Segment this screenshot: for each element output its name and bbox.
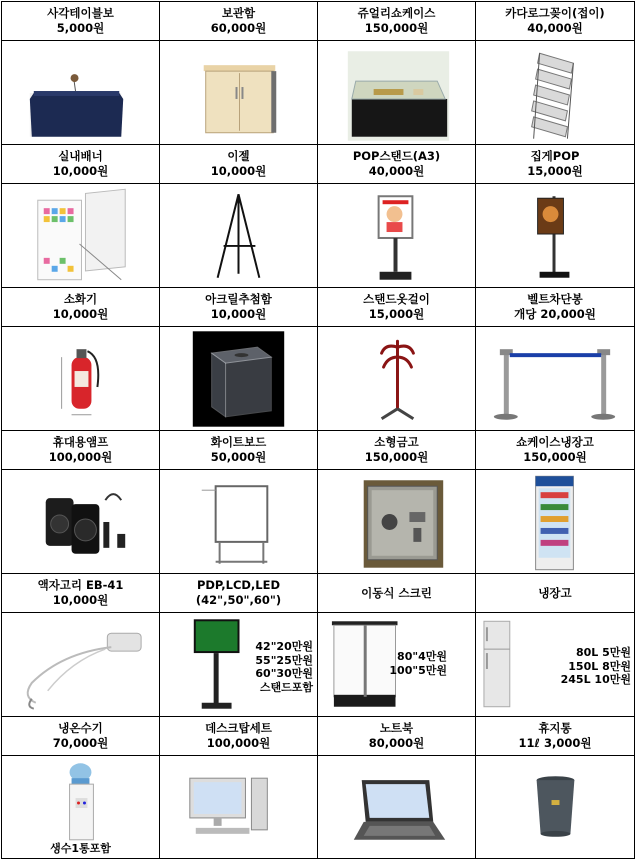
image-row: [2, 613, 635, 717]
item-name: 소형금고: [374, 435, 419, 449]
item-price: 100,000원: [48, 450, 113, 464]
item-caption: 생수1통포함: [50, 842, 111, 855]
item-header: [160, 717, 318, 756]
item-price: 15,000원: [527, 164, 583, 178]
item-image-cell: [2, 41, 160, 145]
item-header: [476, 431, 635, 470]
item-name: 휴지통: [538, 721, 572, 735]
item-image-cell: [476, 613, 635, 717]
item-header: [2, 574, 160, 613]
pop-stand-icon: [318, 184, 475, 287]
item-header: [2, 145, 160, 184]
header-row: [2, 717, 635, 756]
item-image-cell: [476, 327, 635, 431]
item-name: 이젤: [227, 149, 250, 163]
item-image-cell: [318, 184, 476, 288]
item-name: 데스크탑세트: [205, 721, 272, 735]
header-row: [2, 431, 635, 470]
note-line: 스탠드포함: [259, 680, 313, 694]
header-row: [2, 145, 635, 184]
item-name: 액자고리 EB-41: [37, 578, 124, 592]
item-image-cell: [476, 184, 635, 288]
note-line: 100"5만원: [389, 663, 447, 677]
item-name: 카다로그꽂이(접이): [505, 6, 605, 20]
item-price: 100,000원: [206, 736, 271, 750]
item-header: [2, 288, 160, 327]
item-name: PDP,LCD,LED: [196, 578, 281, 592]
price-notes: [255, 640, 313, 694]
item-image-cell: [318, 327, 476, 431]
item-name: 아크릴추첨함: [205, 292, 272, 306]
catalog-rack-icon: [476, 41, 634, 144]
item-price: 10,000원: [52, 593, 109, 607]
item-price: 개당 20,000원: [514, 307, 596, 321]
price-notes: [389, 650, 447, 677]
item-name: 쥬얼리쇼케이스: [357, 6, 436, 20]
item-image-cell: [318, 613, 476, 717]
item-header: [2, 431, 160, 470]
rental-price-table: [1, 1, 635, 859]
item-header: [160, 431, 318, 470]
item-header: [2, 717, 160, 756]
item-header: [318, 431, 476, 470]
table-cloth-icon: [2, 41, 159, 144]
item-name: 소화기: [63, 292, 98, 306]
laptop-icon: [318, 756, 475, 858]
item-price: 10,000원: [210, 307, 267, 321]
item-name: 쇼케이스냉장고: [516, 435, 594, 449]
item-price: 11ℓ 3,000원: [518, 736, 592, 750]
note-line: 80L 5만원: [575, 646, 631, 659]
item-header: [318, 145, 476, 184]
item-price: 40,000원: [527, 21, 583, 35]
item-price: 150,000원: [364, 21, 429, 35]
clip-pop-icon: [476, 184, 634, 287]
item-header: [160, 145, 318, 184]
item-header: [318, 717, 476, 756]
note-line: 42"20만원: [255, 640, 313, 653]
item-image-cell: [160, 184, 318, 288]
item-header: [476, 145, 635, 184]
item-image-cell: [2, 756, 160, 859]
item-price: (42",50",60"): [195, 593, 282, 607]
item-price: 50,000원: [210, 450, 267, 464]
item-price: 150,000원: [523, 450, 587, 464]
image-row: [2, 184, 635, 288]
item-name: 집게POP: [530, 149, 580, 163]
item-name: 보관함: [221, 6, 256, 20]
item-name: 냉장고: [538, 585, 572, 600]
item-image-cell: [318, 756, 476, 859]
item-name: 실내배너: [58, 149, 103, 163]
price-notes: [561, 646, 631, 687]
item-image-cell: [2, 613, 160, 717]
item-name: 사각테이블보: [47, 6, 114, 20]
item-header: [318, 288, 476, 327]
item-image-cell: [160, 756, 318, 859]
easel-icon: [160, 184, 317, 287]
item-price: 40,000원: [368, 164, 425, 178]
item-price: 150,000원: [364, 450, 429, 464]
item-header: [160, 574, 318, 613]
desktop-set-icon: [160, 756, 317, 858]
item-header: [318, 574, 476, 613]
item-header: [318, 2, 476, 41]
image-row: [2, 756, 635, 859]
storage-cabinet-icon: [160, 41, 317, 144]
image-row: [2, 41, 635, 145]
item-name: 노트북: [379, 721, 414, 735]
item-name: 냉온수기: [58, 721, 103, 735]
item-header: [160, 288, 318, 327]
item-price: 60,000원: [210, 21, 267, 35]
item-image-cell: [160, 41, 318, 145]
item-header: [476, 2, 635, 41]
frame-hook-icon: [2, 613, 159, 716]
item-name: 이동식 스크린: [361, 585, 432, 600]
belt-stanchion-icon: [476, 327, 634, 430]
header-row: [2, 2, 635, 41]
item-image-cell: [160, 613, 318, 717]
header-row: [2, 288, 635, 327]
item-name: POP스탠드(A3): [352, 149, 441, 163]
image-row: [2, 327, 635, 431]
acrylic-box-icon: [160, 327, 317, 430]
note-line: 60"30만원: [255, 667, 313, 680]
note-line: 245L 10만원: [560, 673, 631, 686]
item-header: [476, 288, 635, 327]
item-image-cell: [318, 41, 476, 145]
jewelry-showcase-icon: [318, 41, 475, 144]
item-image-cell: [476, 41, 635, 145]
trash-bin-icon: [476, 756, 634, 858]
item-price: 70,000원: [52, 736, 109, 750]
item-image-cell: [2, 470, 160, 574]
item-image-cell: [2, 327, 160, 431]
item-header: [2, 2, 160, 41]
showcase-fridge-icon: [476, 470, 634, 573]
fire-extinguisher-icon: [2, 327, 159, 430]
small-safe-icon: [318, 470, 475, 573]
item-price: 15,000원: [368, 307, 425, 321]
item-name: 화이트보드: [210, 435, 267, 449]
item-header: [160, 2, 318, 41]
item-image-cell: [476, 470, 635, 574]
item-header: [476, 717, 635, 756]
item-name: 휴대용앰프: [52, 435, 109, 449]
coat-stand-icon: [318, 327, 475, 430]
item-price: 5,000원: [56, 21, 105, 35]
note-line: 55"25만원: [255, 653, 313, 667]
item-name: 스탠드옷걸이: [363, 292, 430, 306]
item-price: 80,000원: [368, 736, 425, 750]
item-image-cell: [160, 327, 318, 431]
item-price: 10,000원: [52, 307, 109, 321]
note-line: 80"4만원: [397, 650, 447, 663]
item-price: 10,000원: [52, 164, 109, 178]
item-name: 벨트차단봉: [527, 292, 583, 306]
item-price: 10,000원: [210, 164, 267, 178]
item-image-cell: [2, 184, 160, 288]
image-row: [2, 470, 635, 574]
portable-amp-icon: [2, 470, 159, 573]
item-image-cell: [160, 470, 318, 574]
note-line: 150L 8만원: [568, 659, 631, 673]
indoor-banner-icon: [2, 184, 159, 287]
item-image-cell: [318, 470, 476, 574]
whiteboard-icon: [160, 470, 317, 573]
item-image-cell: [476, 756, 635, 859]
header-row: [2, 574, 635, 613]
item-header: [476, 574, 635, 613]
